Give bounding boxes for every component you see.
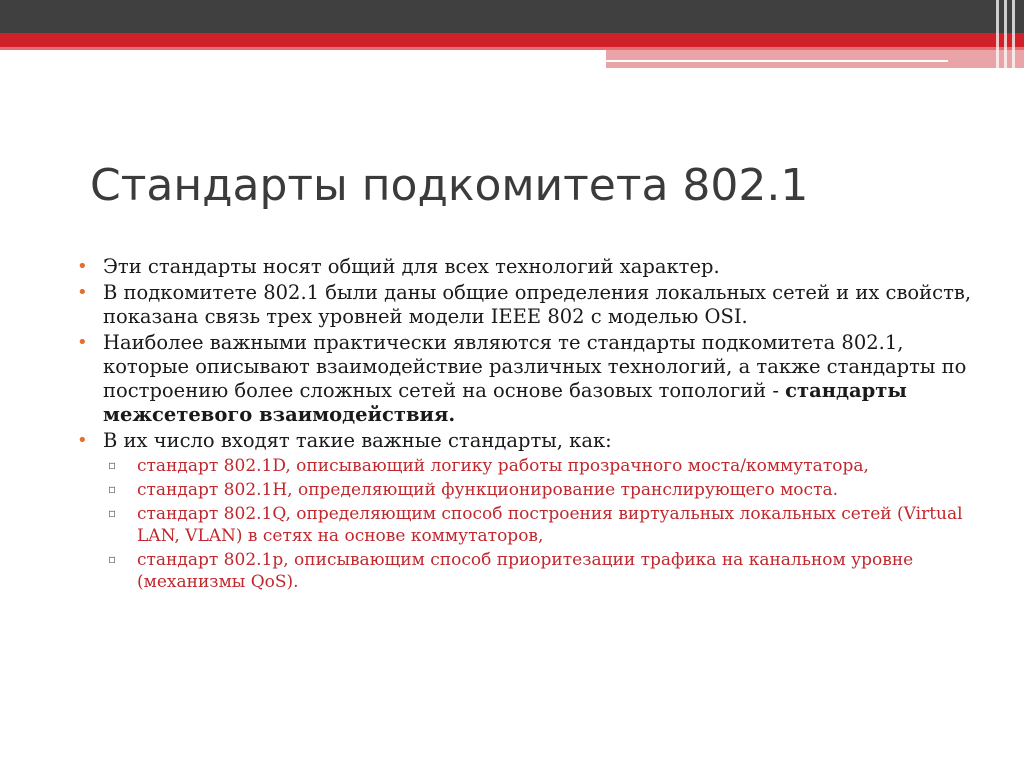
bullet-text: Наиболее важными практически являются те стандарты подкомитета 802.1, которые описывают взаимодействие различных технологий, а также стандарты по построению более сложных сетей на основе базовых топологий - bbox=[103, 331, 967, 402]
bullet-dot-icon: • bbox=[77, 430, 88, 451]
sub-bullet-item bbox=[75, 549, 975, 593]
sub-bullet-text: стандарт 802.1Q, определяющим способ построения виртуальных локальных сетей (Virtual LAN, VLAN) в сетях на основе коммутаторов, bbox=[137, 504, 963, 546]
bullet-dot-icon: • bbox=[77, 256, 88, 277]
bullet-bold-text: стандарты межсетевого взаимодействия. bbox=[103, 379, 907, 426]
header-red-band bbox=[0, 33, 1024, 47]
sub-bullet-text: стандарт 802.1р, описывающим способ приоритезации трафика на канальном уровне (механизмы QoS). bbox=[137, 550, 914, 592]
header-dark-bar bbox=[0, 0, 1024, 33]
slide-content bbox=[75, 255, 975, 595]
bullet-item bbox=[75, 331, 975, 427]
bullet-dot-icon: • bbox=[77, 282, 88, 303]
slide-title: Стандарты подкомитета 802.1 bbox=[90, 160, 809, 211]
header-pink-strip bbox=[606, 50, 1024, 68]
sub-bullet-text: стандарт 802.1H, определяющий функционирование транслирующего моста. bbox=[137, 480, 839, 500]
bullet-item bbox=[75, 429, 975, 453]
square-bullet-icon: ▫ bbox=[108, 506, 117, 520]
square-bullet-icon: ▫ bbox=[108, 458, 117, 472]
square-bullet-icon: ▫ bbox=[108, 552, 117, 566]
bullet-item bbox=[75, 281, 975, 329]
sub-bullet-text: стандарт 802.1D, описывающий логику работы прозрачного моста/коммутатора, bbox=[137, 456, 869, 476]
bullet-text: Эти стандарты носят общий для всех технологий характер. bbox=[103, 255, 720, 278]
bullet-text: В их число входят такие важные стандарты, как: bbox=[103, 429, 612, 452]
bullet-dot-icon: • bbox=[77, 332, 88, 353]
bullet-item bbox=[75, 255, 975, 279]
bullet-text: В подкомитете 802.1 были даны общие определения локальных сетей и их свойств, показана связь трех уровней модели IEEE 802 с моделью OSI. bbox=[103, 281, 972, 328]
sub-bullet-item bbox=[75, 455, 975, 477]
header-pink-line bbox=[606, 60, 948, 62]
sub-bullet-item bbox=[75, 479, 975, 501]
sub-bullet-item bbox=[75, 503, 975, 547]
header-vertical-stripes bbox=[990, 0, 1024, 68]
square-bullet-icon: ▫ bbox=[108, 482, 117, 496]
